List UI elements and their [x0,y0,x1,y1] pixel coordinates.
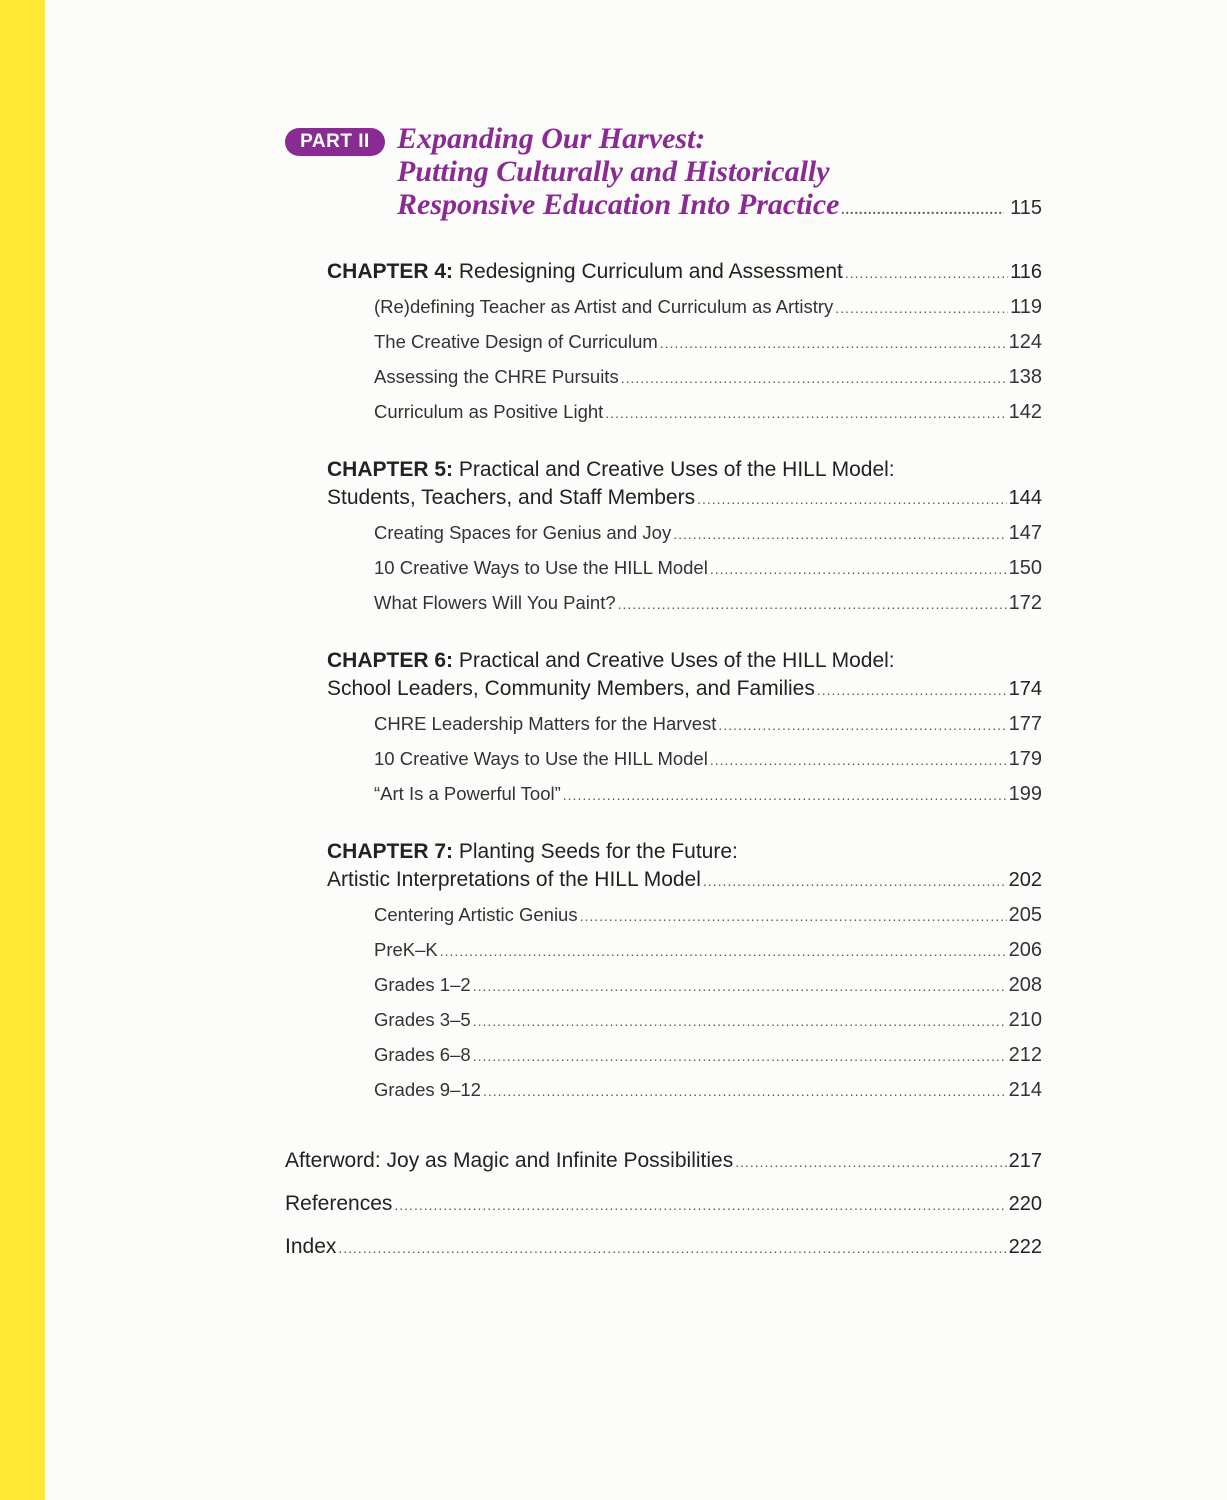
index-entry[interactable] [285,1226,1042,1269]
dot-leader [483,1075,1007,1108]
section-entry[interactable] [374,742,1042,777]
references-entry[interactable] [285,1183,1042,1226]
chapter-prefix: CHAPTER 7: [327,840,454,863]
section-title: Creating Spaces for Genius and Joy [374,522,672,543]
part-title-line: Putting Culturally and Historically [397,155,830,188]
section-title: Curriculum as Positive Light [374,401,604,422]
section-entry[interactable] [374,325,1042,360]
section-entry[interactable] [374,360,1042,395]
section-title: (Re)defining Teacher as Artist and Curriculum as Artistry [374,296,834,317]
chapter-heading-line[interactable] [327,838,1042,866]
dot-leader [580,900,1007,933]
chapter-heading[interactable] [327,484,1042,513]
section-entry[interactable] [374,1073,1042,1108]
chapter-title: Students, Teachers, and Staff Members [327,486,696,509]
page-number: 138 [1008,366,1042,388]
part-heading[interactable] [285,122,1042,230]
section-entry[interactable] [374,898,1042,933]
page-number: 174 [1008,678,1042,700]
page-number: 214 [1008,1079,1042,1101]
section-title: Grades 3–5 [374,1009,471,1030]
section-entry[interactable] [374,290,1042,325]
dot-leader [710,744,1007,777]
chapter-title: Redesigning Curriculum and Assessment [458,260,843,283]
dot-leader [817,676,1007,704]
dot-leader [845,259,1008,287]
page-number: 115 [1010,197,1042,219]
dot-leader [563,779,1007,812]
section-title: Grades 6–8 [374,1044,471,1065]
dot-leader [473,1005,1007,1038]
section-title: Grades 9–12 [374,1079,481,1100]
section-title: Grades 1–2 [374,974,471,995]
dot-leader [673,518,1006,551]
chapter-4 [327,258,1042,430]
page-number: 199 [1008,783,1042,805]
section-title: CHRE Leadership Matters for the Harvest [374,713,717,734]
page-number: 205 [1008,904,1042,926]
dot-leader [473,970,1007,1003]
chapter-title: Practical and Creative Uses of the HILL Model: [458,458,895,481]
page-number: 179 [1008,748,1042,770]
page-number: 210 [1008,1009,1042,1031]
chapter-5 [327,456,1042,621]
entry-title: References [285,1192,393,1215]
section-title: Centering Artistic Genius [374,904,578,925]
chapter-heading[interactable] [327,866,1042,895]
dot-leader [440,935,1007,968]
dot-leader [710,553,1007,586]
page-number: 172 [1008,592,1042,614]
dot-leader [735,1141,1006,1183]
section-title: “Art Is a Powerful Tool” [374,783,561,804]
dot-leader [605,397,1006,430]
page-number: 147 [1008,522,1042,544]
page-number: 144 [1008,487,1042,509]
end-matter [285,1140,1042,1269]
afterword-entry[interactable] [285,1140,1042,1183]
chapter-prefix: CHAPTER 6: [327,649,454,672]
section-entry[interactable] [374,933,1042,968]
dot-leader [718,709,1006,742]
page-number: 212 [1008,1044,1042,1066]
section-entry[interactable] [374,777,1042,812]
page-number: 116 [1010,261,1042,283]
part-title [397,122,1042,227]
chapter-heading[interactable] [327,675,1042,704]
chapter-prefix: CHAPTER 5: [327,458,454,481]
table-of-contents [285,122,1042,1269]
section-title: PreK–K [374,939,438,960]
part-badge: PART II [285,128,385,156]
entry-title: Index [285,1235,337,1258]
chapter-heading-line[interactable] [327,456,1042,484]
dot-leader [394,1184,1006,1226]
section-entry[interactable] [374,516,1042,551]
chapter-title: Artistic Interpretations of the HILL Model [327,868,701,891]
chapter-heading-line[interactable] [327,647,1042,675]
part-title-line: Expanding Our Harvest: [397,122,706,155]
dot-leader [660,327,1007,360]
section-entry[interactable] [374,586,1042,621]
dot-leader [473,1040,1007,1073]
page-number: 202 [1008,869,1042,891]
page-number: 220 [1008,1193,1042,1215]
dot-leader [618,588,1007,621]
section-entry[interactable] [374,1003,1042,1038]
dot-leader [338,1227,1006,1269]
dot-leader [697,485,1007,513]
page-number: 217 [1008,1150,1042,1172]
section-title: 10 Creative Ways to Use the HILL Model [374,557,708,578]
chapter-6 [327,647,1042,812]
page-number: 222 [1008,1236,1042,1258]
section-entry[interactable] [374,707,1042,742]
chapter-title: School Leaders, Community Members, and Families [327,677,815,700]
dot-leader [621,362,1007,395]
chapter-prefix: CHAPTER 4: [327,260,454,283]
page-number: 206 [1008,939,1042,961]
page-number: 124 [1008,331,1042,353]
entry-title: Afterword: Joy as Magic and Infinite Possibilities [285,1149,734,1172]
chapter-title: Planting Seeds for the Future: [458,840,738,863]
page-number: 119 [1010,296,1042,318]
chapter-title: Practical and Creative Uses of the HILL Model: [458,649,895,672]
section-entry[interactable] [374,551,1042,586]
chapter-heading[interactable] [327,258,1042,287]
part-title-line: Responsive Education Into Practice [397,188,840,221]
page-number: 142 [1008,401,1042,423]
section-title: 10 Creative Ways to Use the HILL Model [374,748,708,769]
section-entry[interactable] [374,968,1042,1003]
dot-leader [842,194,1005,227]
section-entry[interactable] [374,395,1042,430]
section-title: Assessing the CHRE Pursuits [374,366,619,387]
section-title: What Flowers Will You Paint? [374,592,616,613]
page-number: 177 [1008,713,1042,735]
section-title: The Creative Design of Curriculum [374,331,658,352]
chapter-7 [327,838,1042,1108]
section-entry[interactable] [374,1038,1042,1073]
sidebar-stripe [0,0,45,1500]
page-number: 208 [1008,974,1042,996]
page-number: 150 [1008,557,1042,579]
dot-leader [835,292,1008,325]
dot-leader [703,867,1007,895]
